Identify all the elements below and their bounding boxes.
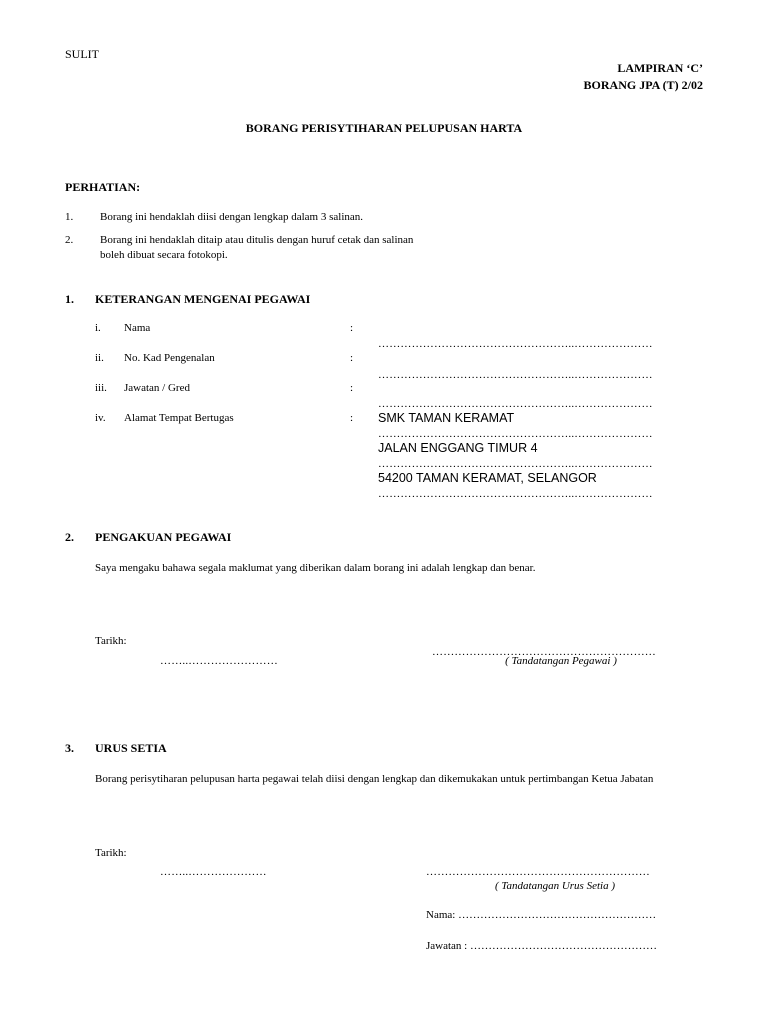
address-line-2-dots: ……………………………………………..………………… xyxy=(378,458,653,470)
section3-number: 3. xyxy=(65,741,74,755)
field-ic-line[interactable]: ……………………………………………..………………… xyxy=(378,369,653,381)
form-code: BORANG JPA (T) 2/02 xyxy=(583,78,703,92)
section3-date-line[interactable]: ……..………………… xyxy=(160,866,267,878)
section2-statement: Saya mengaku bahawa segala maklumat yang diberikan dalam borang ini adalah lengkap dan benar. xyxy=(95,562,536,574)
section2-signature-line[interactable]: …………………………………………………… xyxy=(432,646,656,658)
appendix-label: LAMPIRAN ‘C’ xyxy=(617,61,703,75)
field-name-num: i. xyxy=(95,322,101,334)
section1-number: 1. xyxy=(65,292,74,306)
section2-heading: PENGAKUAN PEGAWAI xyxy=(95,530,232,544)
section2-signature-label: ( Tandatangan Pegawai ) xyxy=(505,655,617,667)
section3-name-field[interactable]: Nama: ……………………………………………… xyxy=(426,909,657,921)
field-ic-label: No. Kad Pengenalan xyxy=(124,352,215,364)
section3-date-label: Tarikh: xyxy=(95,847,127,859)
section2-date-label: Tarikh: xyxy=(95,635,127,647)
field-address-num: iv. xyxy=(95,412,106,424)
field-address-colon: : xyxy=(350,412,354,424)
field-ic-num: ii. xyxy=(95,352,104,364)
form-title: BORANG PERISYTIHARAN PELUPUSAN HARTA xyxy=(245,121,523,135)
field-address-label: Alamat Tempat Bertugas xyxy=(124,412,234,424)
address-line-3-dots: ……………………………………………..………………… xyxy=(378,488,653,500)
field-name-line[interactable]: ……………………………………………..………………… xyxy=(378,338,653,350)
field-name-label: Nama xyxy=(124,322,151,334)
notice-item-1-num: 1. xyxy=(65,211,74,223)
section3-position-field[interactable]: Jawatan : …………………………………………… xyxy=(426,940,657,952)
notice-item-1-text: Borang ini hendaklah diisi dengan lengkap dalam 3 salinan. xyxy=(100,211,364,223)
section3-signature-label: ( Tandatangan Urus Setia ) xyxy=(495,880,615,892)
notice-item-2-line2: boleh dibuat secara fotokopi. xyxy=(100,249,228,261)
address-line-3[interactable]: 54200 TAMAN KERAMAT, SELANGOR xyxy=(378,471,597,485)
address-line-2[interactable]: JALAN ENGGANG TIMUR 4 xyxy=(378,441,538,455)
section3-heading: URUS SETIA xyxy=(95,741,167,755)
section2-number: 2. xyxy=(65,530,74,544)
field-name-colon: : xyxy=(350,322,354,334)
classification-label: SULIT xyxy=(65,47,99,61)
field-position-num: iii. xyxy=(95,382,107,394)
field-position-line[interactable]: ……………………………………………..………………… xyxy=(378,398,653,410)
section3-signature-line[interactable]: …………………………………………………… xyxy=(426,866,650,878)
section3-statement: Borang perisytiharan pelupusan harta pegawai telah diisi dengan lengkap dan dikemukakan untuk pertimbangan Ketua Jabatan xyxy=(95,773,654,785)
notice-item-2-line1: Borang ini hendaklah ditaip atau ditulis dengan huruf cetak dan salinan xyxy=(100,234,414,246)
field-ic-colon: : xyxy=(350,352,354,364)
field-position-colon: : xyxy=(350,382,354,394)
address-line-1[interactable]: SMK TAMAN KERAMAT xyxy=(378,411,515,425)
field-position-label: Jawatan / Gred xyxy=(124,382,190,394)
section1-heading: KETERANGAN MENGENAI PEGAWAI xyxy=(95,292,311,306)
address-line-1-dots: ……………………………………………..………………… xyxy=(378,428,653,440)
notice-heading: PERHATIAN: xyxy=(65,180,141,194)
section2-date-line[interactable]: ……..…………………… xyxy=(160,655,278,667)
notice-item-2-num: 2. xyxy=(65,234,74,246)
